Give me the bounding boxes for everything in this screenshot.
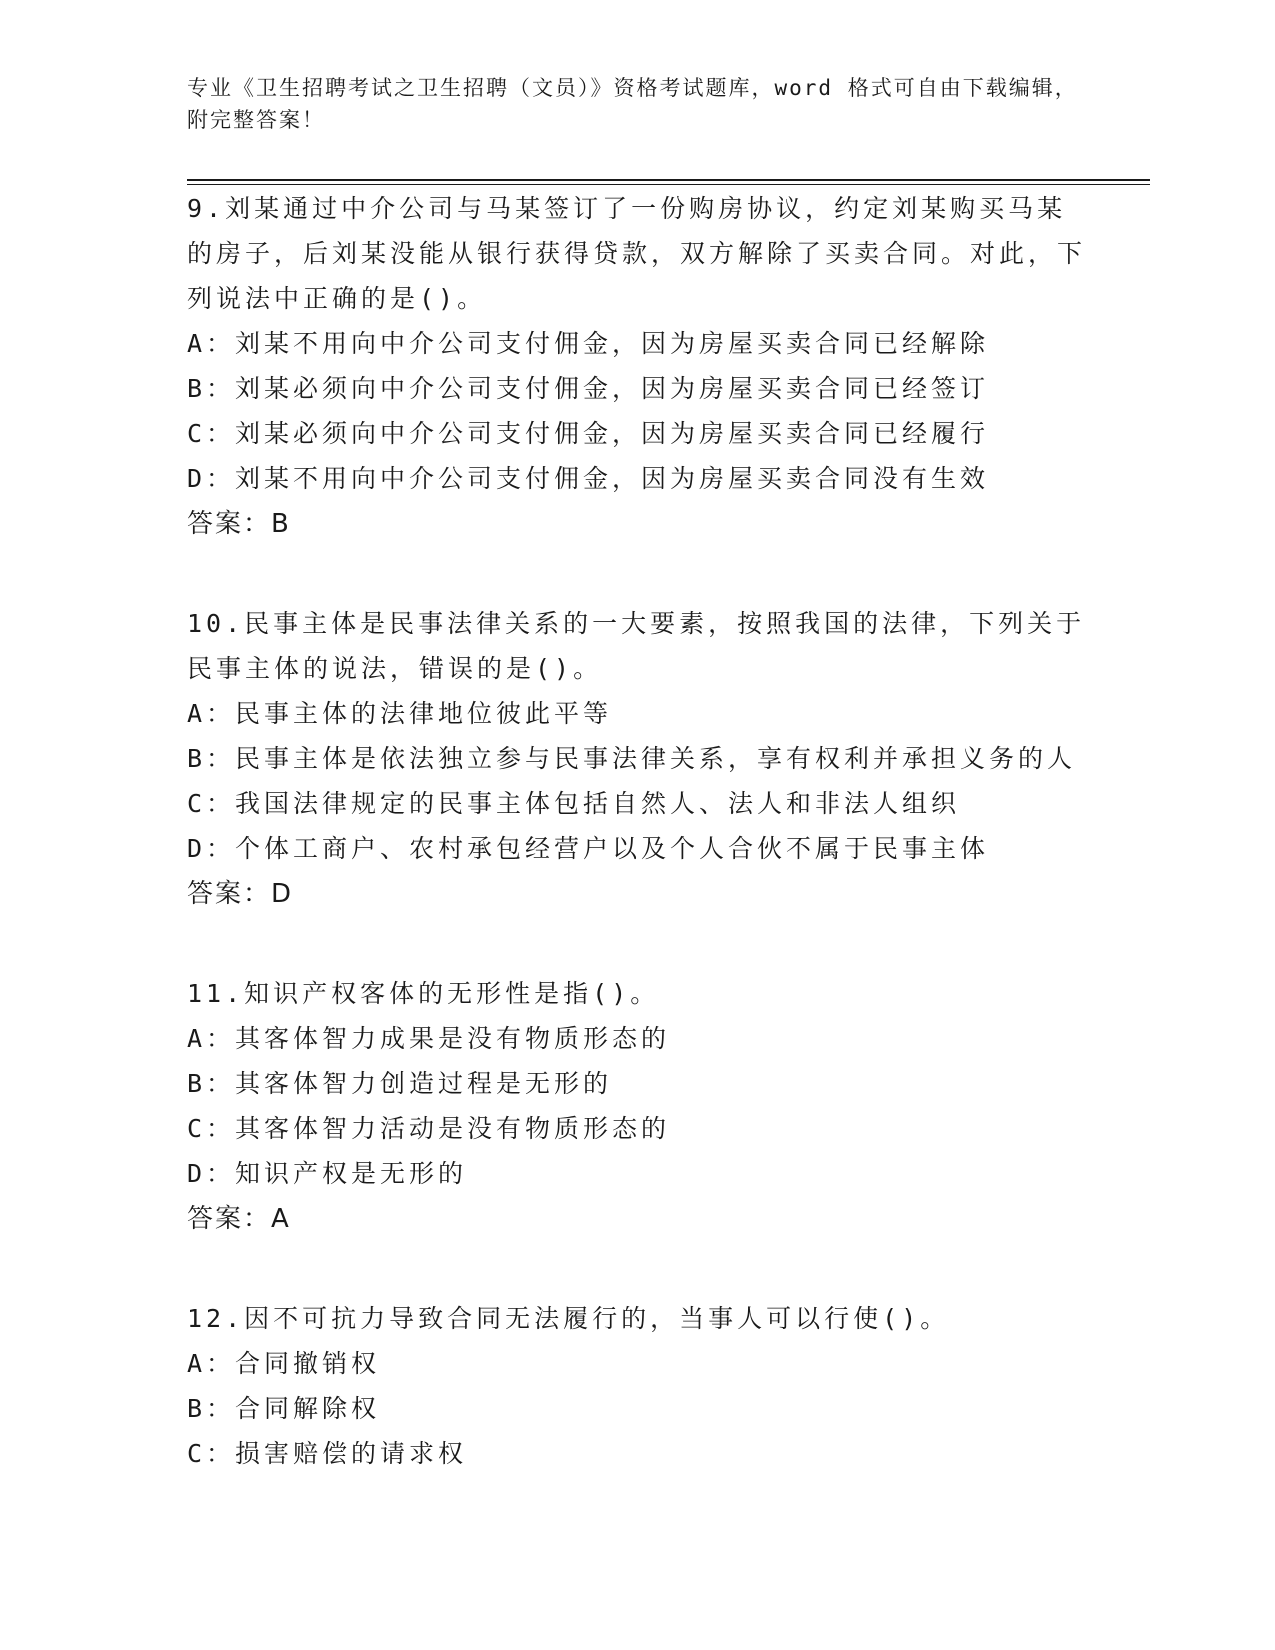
answer-line: 答案：D [187, 879, 294, 909]
question-list [187, 186, 1087, 1530]
document-header: 专业《卫生招聘考试之卫生招聘（文员）》资格考试题库，word 格式可自由下载编辑，附完整答案！ [187, 76, 1078, 132]
option-b: B：民事主体是依法独立参与民事法律关系，享有权利并承担义务的人 [187, 744, 1077, 773]
option-b: B：其客体智力创造过程是无形的 [187, 1069, 613, 1098]
answer-line: 答案：A [187, 1204, 291, 1234]
option-c: C：我国法律规定的民事主体包括自然人、法人和非法人组织 [187, 789, 961, 818]
question-item [187, 601, 1087, 917]
option-c: C：其客体智力活动是没有物质形态的 [187, 1114, 671, 1143]
option-a: A：合同撤销权 [187, 1349, 381, 1378]
header-divider-thin [187, 184, 1150, 185]
question-item [187, 186, 1087, 547]
question-stem: 9.刘某通过中介公司与马某签订了一份购房协议，约定刘某购买马某的房子，后刘某没能从银行获得贷款，双方解除了买卖合同。对此，下列说法中正确的是()。 [187, 194, 1087, 313]
header-divider-thick [187, 179, 1150, 181]
option-d: D：个体工商户、农村承包经营户以及个人合伙不属于民事主体 [187, 834, 990, 863]
question-stem: 11.知识产权客体的无形性是指()。 [187, 979, 660, 1008]
option-d: D：知识产权是无形的 [187, 1159, 468, 1188]
option-c: C：刘某必须向中介公司支付佣金，因为房屋买卖合同已经履行 [187, 419, 990, 448]
option-d: D：刘某不用向中介公司支付佣金，因为房屋买卖合同没有生效 [187, 464, 990, 493]
question-stem: 12.因不可抗力导致合同无法履行的，当事人可以行使()。 [187, 1304, 950, 1333]
option-c: C：损害赔偿的请求权 [187, 1439, 468, 1468]
option-b: B：刘某必须向中介公司支付佣金，因为房屋买卖合同已经签订 [187, 374, 990, 403]
option-a: A：其客体智力成果是没有物质形态的 [187, 1024, 671, 1053]
option-a: A：刘某不用向中介公司支付佣金，因为房屋买卖合同已经解除 [187, 329, 990, 358]
answer-line: 答案：B [187, 509, 291, 539]
option-b: B：合同解除权 [187, 1394, 381, 1423]
question-item [187, 1296, 1087, 1476]
question-stem: 10.民事主体是民事法律关系的一大要素，按照我国的法律，下列关于民事主体的说法，错误的是()。 [187, 609, 1086, 683]
question-item [187, 971, 1087, 1242]
option-a: A：民事主体的法律地位彼此平等 [187, 699, 613, 728]
